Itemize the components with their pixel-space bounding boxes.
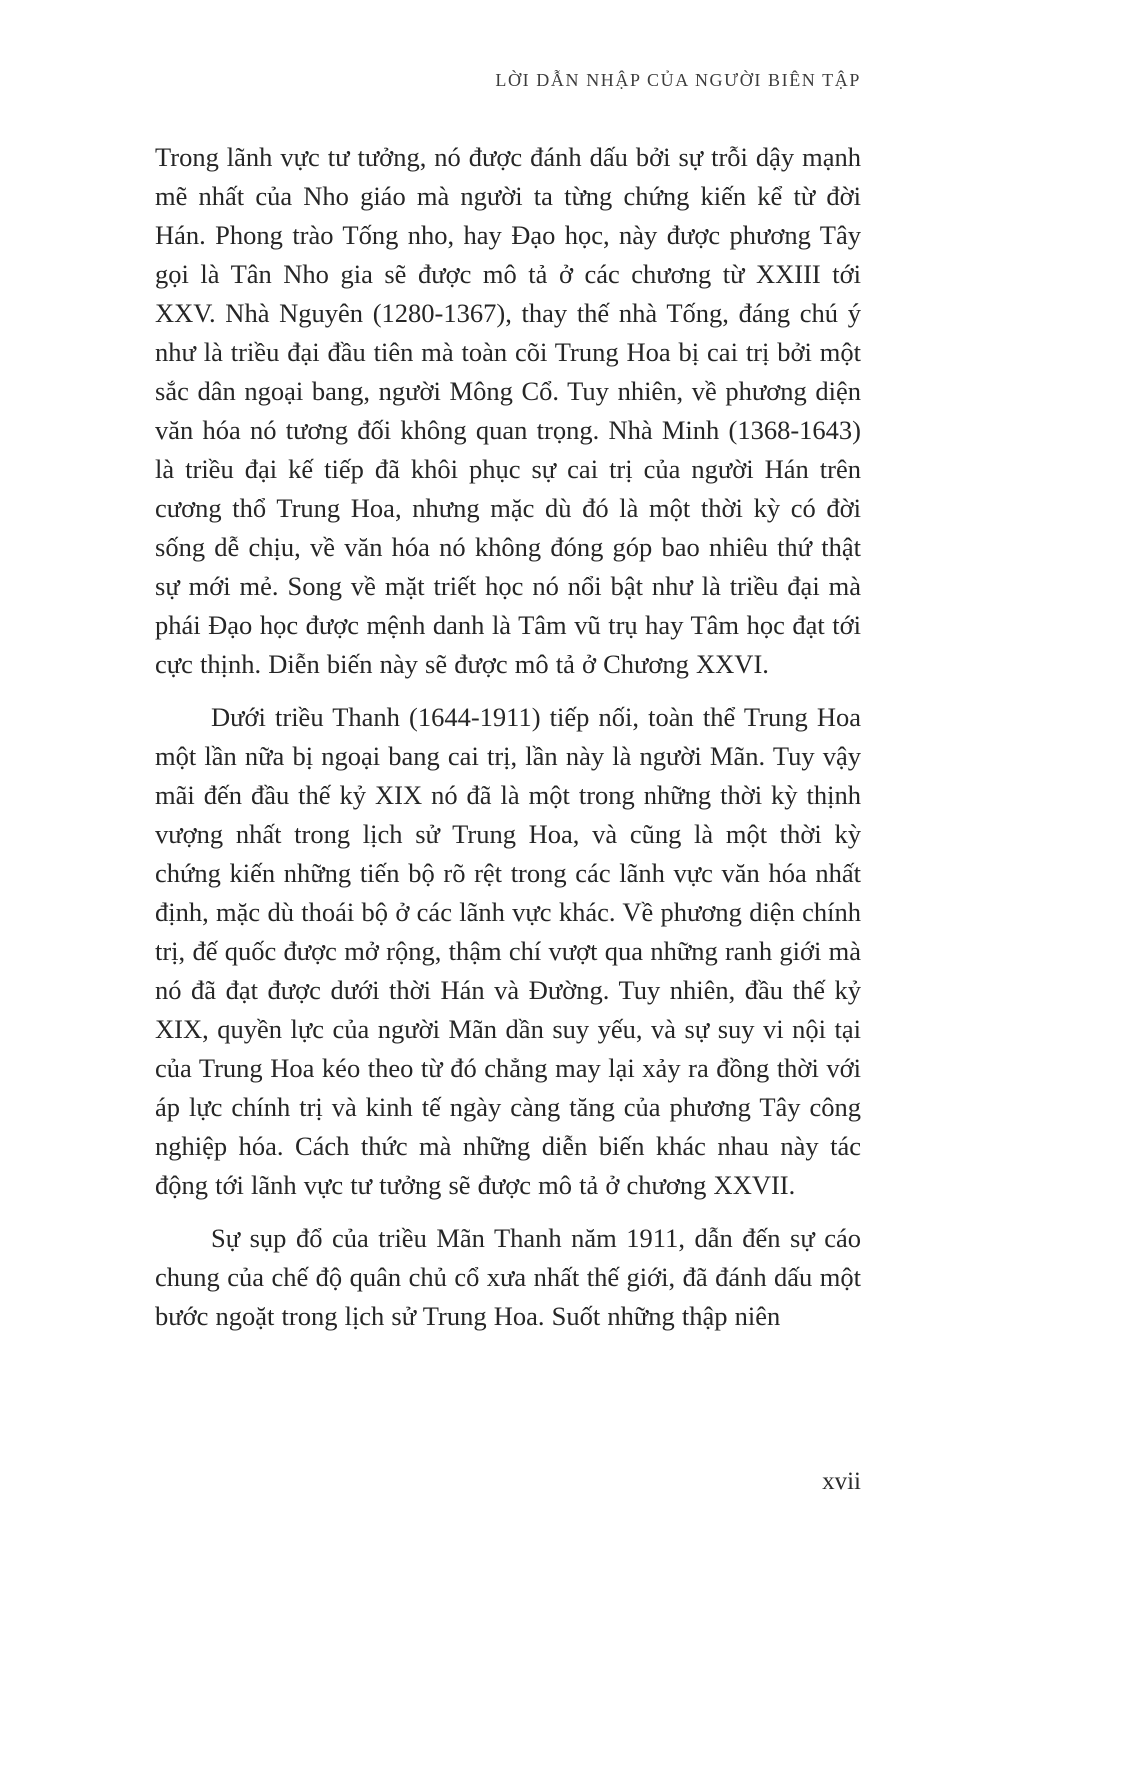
running-header: LỜI DẪN NHẬP CỦA NGƯỜI BIÊN TẬP bbox=[495, 70, 861, 90]
paragraph-1: Trong lãnh vực tư tưởng, nó được đánh dấu bởi sự trỗi dậy mạnh mẽ nhất của Nho giáo mà người ta từng chứng kiến kể từ đời Hán. Phong trào Tống nho, hay Đạo học, này được phương Tây gọi là Tân Nho gia sẽ được mô tả ở các chương từ XXIII tới XXV. Nhà Nguyên (1280-1367), thay thế nhà Tống, đáng chú ý như là triều đại đầu tiên mà toàn cõi Trung Hoa bị cai trị bởi một sắc dân ngoại bang, người Mông Cổ. Tuy nhiên, về phương diện văn hóa nó tương đối không quan trọng. Nhà Minh (1368-1643) là triều đại kế tiếp đã khôi phục sự cai trị của người Hán trên cương thổ Trung Hoa, nhưng mặc dù đó là một thời kỳ có đời sống dễ chịu, về văn hóa nó không đóng góp bao nhiêu thứ thật sự mới mẻ. Song về mặt triết học nó nổi bật như là triều đại mà phái Đạo học được mệnh danh là Tâm vũ trụ hay Tâm học đạt tới cực thịnh. Diễn biến này sẽ được mô tả ở Chương XXVI. bbox=[155, 142, 861, 679]
page-body bbox=[155, 138, 861, 1336]
page-number: xvii bbox=[822, 1468, 861, 1495]
paragraph-2: Dưới triều Thanh (1644-1911) tiếp nối, toàn thể Trung Hoa một lần nữa bị ngoại bang cai trị, lần này là người Mãn. Tuy vậy mãi đến đầu thế kỷ XIX nó đã là một trong những thời kỳ thịnh vượng nhất trong lịch sử Trung Hoa, và cũng là một thời kỳ chứng kiến những tiến bộ rõ rệt trong các lãnh vực văn hóa nhất định, mặc dù thoái bộ ở các lãnh vực khác. Về phương diện chính trị, đế quốc được mở rộng, thậm chí vượt qua những ranh giới mà nó đã đạt được dưới thời Hán và Đường. Tuy nhiên, đầu thế kỷ XIX, quyền lực của người Mãn dần suy yếu, và sự suy vi nội tại của Trung Hoa kéo theo từ đó chẳng may lại xảy ra đồng thời với áp lực chính trị và kinh tế ngày càng tăng của phương Tây công nghiệp hóa. Cách thức mà những diễn biến khác nhau này tác động tới lãnh vực tư tưởng sẽ được mô tả ở chương XXVII. bbox=[155, 702, 861, 1200]
paragraph-3: Sự sụp đổ của triều Mãn Thanh năm 1911, dẫn đến sự cáo chung của chế độ quân chủ cổ xưa nhất thế giới, đã đánh dấu một bước ngoặt trong lịch sử Trung Hoa. Suốt những thập niên bbox=[155, 1223, 861, 1331]
